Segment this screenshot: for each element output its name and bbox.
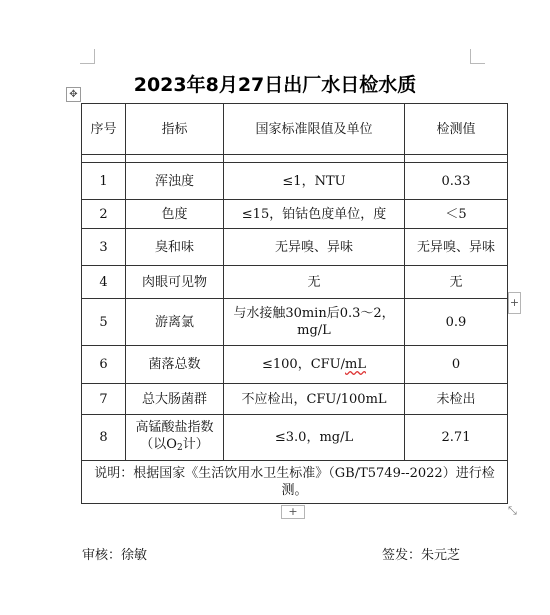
row-no: 1 <box>82 163 126 200</box>
row-no: 7 <box>82 384 126 415</box>
subscript: 2 <box>176 442 183 453</box>
table-header-row <box>82 104 508 155</box>
row-value: 无异嗅、异味 <box>405 229 508 266</box>
issuer-signature: 签发：朱元芝 <box>382 548 461 563</box>
row-limit-line1: 与水接触30min后0.3～2， <box>233 306 395 321</box>
table-note-row <box>82 461 508 504</box>
water-quality-table <box>81 103 508 504</box>
row-limit: ≤3.0，mg/L <box>224 415 405 461</box>
header-value: 检测值 <box>405 104 508 155</box>
table-row <box>82 384 508 415</box>
row-indicator: 色度 <box>126 200 224 229</box>
row-limit: ≤1，NTU <box>224 163 405 200</box>
header-indicator: 指标 <box>126 104 224 155</box>
row-no: 5 <box>82 299 126 346</box>
row-value: 0.33 <box>405 163 508 200</box>
table-row <box>82 415 508 461</box>
row-limit <box>224 346 405 384</box>
row-limit: 不应检出，CFU/100mL <box>224 384 405 415</box>
table-note: 说明：根据国家《生活饮用水卫生标准》（GB/T5749--2022）进行检测。 <box>82 461 508 504</box>
row-limit: 无异嗅、异味 <box>224 229 405 266</box>
add-row-button[interactable]: + <box>281 505 305 519</box>
row-indicator: 浑浊度 <box>126 163 224 200</box>
row-no: 3 <box>82 229 126 266</box>
row-value: 无 <box>405 266 508 299</box>
page-corner-mark-left <box>80 49 95 64</box>
row-value: 2.71 <box>405 415 508 461</box>
row-indicator: 游离氯 <box>126 299 224 346</box>
row-value: 未检出 <box>405 384 508 415</box>
row-limit-prefix: ≤100，CFU/ <box>262 357 346 372</box>
row-indicator-line2: （以$O_2$计） <box>140 436 209 453</box>
table-row <box>82 346 508 384</box>
row-limit-line2: mg/L <box>297 323 331 338</box>
row-indicator: 总大肠菌群 <box>126 384 224 415</box>
table-row <box>82 299 508 346</box>
row-value: ＜5 <box>405 200 508 229</box>
table-row <box>82 200 508 229</box>
document-title: 2023年8月27日出厂水日检水质 <box>133 74 417 96</box>
table-move-handle-icon[interactable]: ✥ <box>66 87 81 102</box>
header-limit: 国家标准限值及单位 <box>224 104 405 155</box>
row-no: 4 <box>82 266 126 299</box>
table-spacer-row <box>82 155 508 163</box>
table-row <box>82 266 508 299</box>
table-row <box>82 163 508 200</box>
row-indicator <box>126 415 224 461</box>
row-indicator: 菌落总数 <box>126 346 224 384</box>
row-indicator: 臭和味 <box>126 229 224 266</box>
page-corner-mark-right <box>470 49 485 64</box>
row-value: 0 <box>405 346 508 384</box>
row-limit: 无 <box>224 266 405 299</box>
spellcheck-flagged-unit: mL <box>345 357 366 372</box>
reviewer-signature: 审核：徐敏 <box>82 548 148 563</box>
row-no: 6 <box>82 346 126 384</box>
row-limit <box>224 299 405 346</box>
table-row <box>82 229 508 266</box>
table-resize-icon[interactable]: ⤡ <box>508 504 517 517</box>
add-column-button[interactable]: + <box>508 292 521 314</box>
row-no: 2 <box>82 200 126 229</box>
row-no: 8 <box>82 415 126 461</box>
row-limit: ≤15，铂钴色度单位，度 <box>224 200 405 229</box>
row-indicator-line1: 高锰酸盐指数 <box>135 419 214 435</box>
row-value: 0.9 <box>405 299 508 346</box>
header-no: 序号 <box>82 104 126 155</box>
row-indicator: 肉眼可见物 <box>126 266 224 299</box>
